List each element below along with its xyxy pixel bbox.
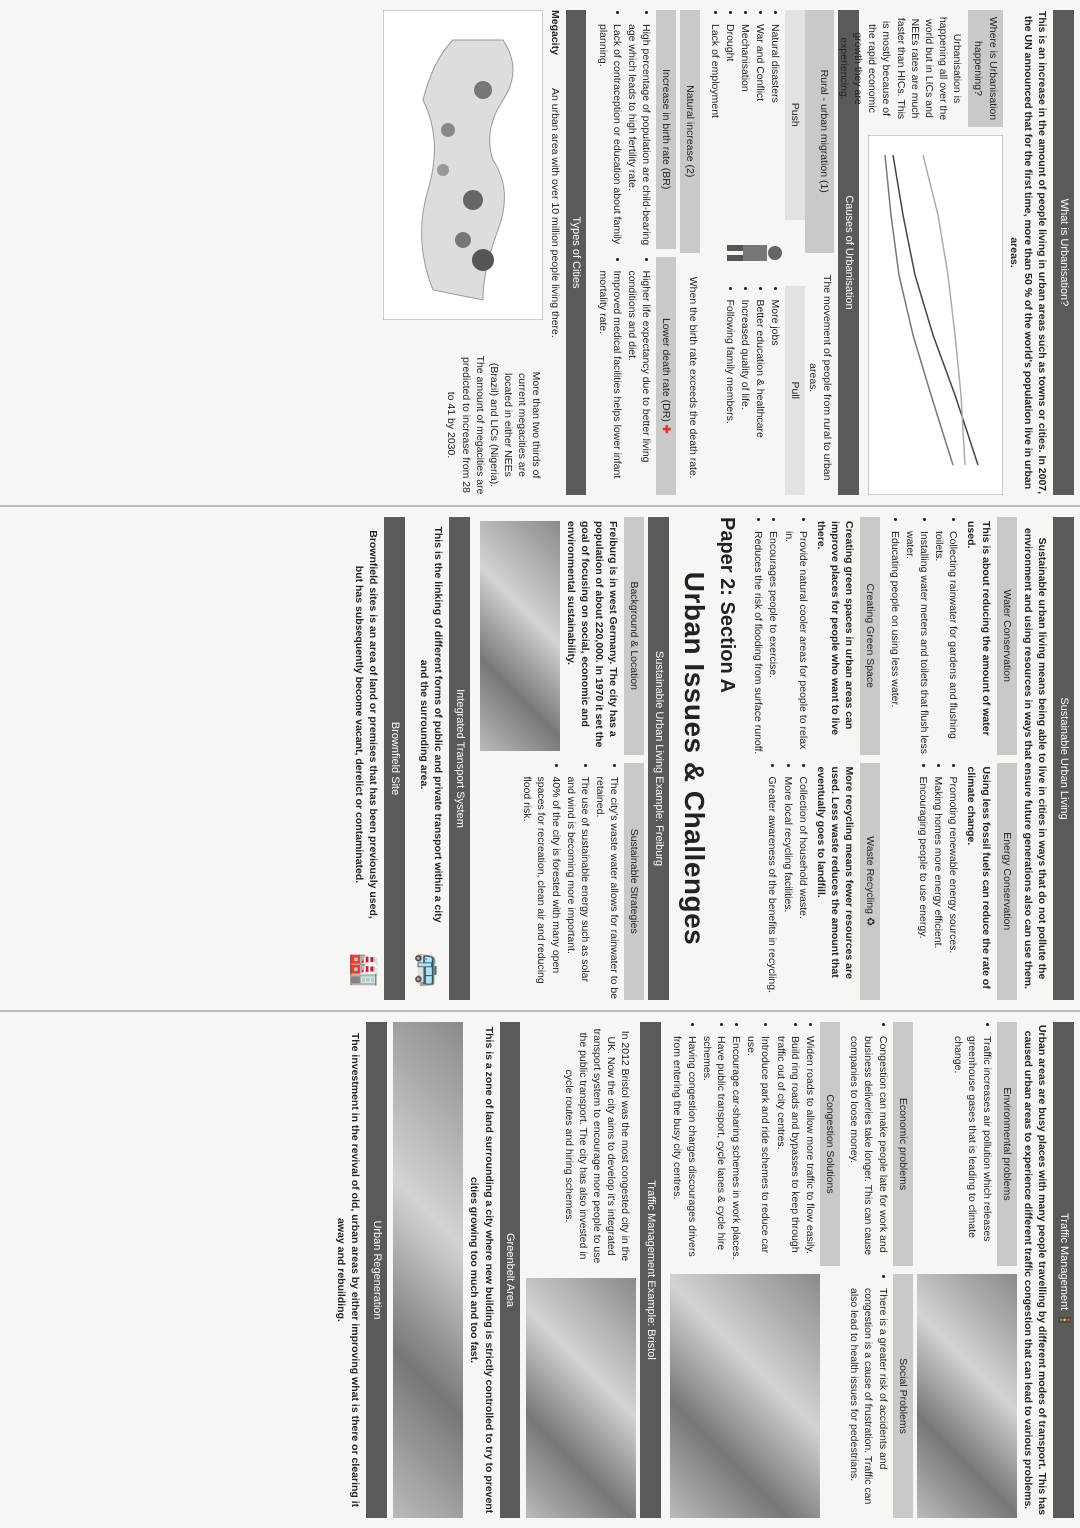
greenbelt-photo	[393, 1022, 463, 1518]
birth-rate-item: • Lack of contraception or education about family planning.	[595, 24, 623, 249]
pull-heading: Pull	[785, 286, 805, 496]
death-rate-label: Lower death rate (DR)	[660, 317, 673, 422]
water-conservation-heading: Water Conservation	[997, 517, 1017, 755]
environmental-problems-heading: Environmental problems	[997, 1022, 1017, 1266]
bike-hire-photo	[526, 1278, 636, 1518]
waste-item: • Greater awareness of the benefits in recycling.	[765, 777, 779, 1001]
causes-heading: Causes of Urbanisation	[838, 10, 859, 495]
brownfield-text: Brownfield sites is an area of land or premises that has been previously used, but has subsequently become vacant, derelict or contaminated.	[352, 530, 380, 919]
environmental-item: • Traffic increases air pollution which releases greenhouse gases that is leading to climate change.	[951, 1036, 994, 1266]
megacity-definition: An urban area with over 10 million people living there.	[548, 88, 561, 338]
waste-recycling-label: Waste Recycling	[864, 836, 877, 914]
freiburg-photo	[480, 521, 560, 751]
strategy-item: • The city's waste water allows for rainwater to be retained.	[593, 777, 621, 1001]
push-list	[707, 24, 782, 220]
megacity-map	[379, 10, 543, 347]
pull-list	[723, 300, 783, 496]
congestion-item: • Encourage car-sharing schemes in work places.	[729, 1036, 743, 1266]
urban-regeneration-heading: Urban Regeneration	[366, 1022, 387, 1518]
water-item: • Installing water meters and toilets that flush less water.	[903, 531, 931, 755]
urban-regeneration-text: The investment in the revival of old, urban areas by either improving what is there or clearing it away and rebuilding.	[335, 1032, 362, 1508]
traffic-management-heading	[1053, 1022, 1074, 1518]
green-item: • Provide natural cooler areas for people to relax in.	[781, 531, 809, 755]
waste-recycling-heading	[860, 763, 880, 1001]
brownfield-heading: Brownfield Site	[384, 517, 405, 1000]
economic-item: • Congestion can make people late for work and business deliveries take longer. This can cause companies to loose money.	[847, 1036, 890, 1266]
traffic-management-label: Traffic Management	[1058, 1213, 1070, 1311]
waste-item: • More local recycling facilities.	[780, 777, 794, 1001]
megacity-label: Megacity	[548, 10, 561, 55]
rural-urban-definition: The movement of people from rural to urban areas.	[806, 275, 833, 481]
bus-icon: 🚌	[414, 952, 446, 988]
congestion-item: • Introduce park and ride schemes to reduce car use.	[744, 1036, 772, 1266]
tram-photo	[670, 1274, 820, 1518]
recycle-icon: ♻	[864, 916, 877, 927]
what-is-urbanisation-heading: What is Urbanisation?	[1053, 10, 1074, 495]
where-heading: Where is Urbanisation happening?	[968, 10, 1002, 127]
waste-item: • Collection of household waste.	[796, 777, 810, 1001]
pull-item: • Following family members.	[723, 300, 737, 496]
push-item: • Drought	[723, 24, 737, 220]
push-heading: Push	[785, 10, 805, 220]
rural-urban-heading: Rural - urban migration (1)	[805, 10, 833, 253]
pull-item: • Better education & healthcare	[753, 300, 767, 496]
background-text: Freiburg is in west Germany. The city has a population of about 220,000. In 1970 it set the goal of focusing on social, economic and environmental sustainability.	[564, 521, 620, 748]
greenbelt-text: This is a zone of land surrounding a city where new building is strictly controlled to try to prevent cities growing too much and too fast.	[468, 1026, 495, 1514]
types-of-cities-heading: Types of Cities	[566, 10, 587, 495]
energy-item: • Encouraging people to use energy.	[916, 777, 930, 1001]
sustainable-intro: Sustainable urban living means being able to live in cities in ways that do not pollute the environment and using resources in ways that ensure future generations also can use them.	[1021, 528, 1049, 989]
social-problems-heading: Social Problems	[893, 1274, 913, 1518]
push-item: • Mechanisation	[738, 24, 752, 220]
title-block	[675, 517, 740, 1000]
congestion-solutions-heading: Congestion Solutions	[820, 1022, 840, 1266]
natural-increase-heading: Natural increase (2)	[680, 10, 700, 253]
water-item: • Collecting rainwater for gardens and flushing toilets.	[932, 531, 960, 755]
birth-rate-heading: Increase in birth rate (BR)	[656, 10, 676, 249]
energy-conservation-heading: Energy Conservation	[997, 763, 1017, 1001]
green-item: • Reduces the risk of flooding from surface runoff.	[751, 531, 765, 755]
factory-icon: 🏭	[350, 952, 382, 988]
freiburg-heading: Sustainable Urban Living Example: Freiburg	[648, 517, 669, 1000]
traffic-light-icon: 🚦	[1058, 1313, 1070, 1327]
background-heading: Background & Location	[624, 517, 644, 755]
panel-sustainable-living	[0, 505, 1080, 1010]
greenbelt-heading: Greenbelt Area	[500, 1022, 521, 1518]
energy-intro: Using less fossil fuels can reduce the rate of climate change.	[965, 766, 992, 989]
traffic-photo	[917, 1274, 1017, 1518]
bristol-text: In 2012 Bristol was the most congested city in the UK. Now the city aims to develop it's integrated transport system to encourage more people to use the public transport. The city has also invested in cycle routes and hiring schemes.	[562, 1028, 632, 1264]
social-item: • There is a greater risk of accidents and congestion is a cause of frustration. Traffic can also lead to health issues for pedestrians.	[847, 1288, 890, 1518]
death-rate-item: • Higher life expectancy due to better living conditions and diet.	[625, 271, 653, 496]
natural-increase-definition: When the birth rate exceeds the death rate.	[687, 276, 700, 479]
migrant-figure-icon	[704, 228, 805, 278]
strategy-item: • The use of sustainable energy such as solar and wind is becoming more important.	[564, 777, 592, 1001]
congestion-item: • Having congestion charges discourages drivers from entering the busy city centres.	[670, 1036, 698, 1266]
death-rate-heading	[656, 257, 676, 496]
main-title: Urban Issues & Challenges	[679, 571, 711, 946]
integrated-transport-text: This is the linking of different forms of public and private transport within a city and the surrounding area.	[417, 526, 444, 923]
panel-traffic	[0, 1010, 1080, 1528]
green-item: • Encourages people to exercise.	[766, 531, 780, 755]
congestion-item: • Have public transport, cycle lanes & cycle hire schemes.	[700, 1036, 728, 1266]
integrated-transport-heading: Integrated Transport System	[449, 517, 470, 1000]
sustainable-urban-living-heading: Sustainable Urban Living	[1053, 517, 1074, 1000]
what-intro: This is an increase in the amount of people living in urban areas such as towns or cities. In 2007, the UN announced that for the first time, more than 50 % of the world's population live in urban areas.	[1007, 10, 1049, 495]
paper-label: Paper 2: Section A	[716, 517, 739, 693]
green-intro: Creating green spaces in urban areas can improve places for people who want to live there.	[814, 521, 856, 736]
energy-item: • Promoting renewable energy sources.	[946, 777, 960, 1001]
water-intro: This is about reducing the amount of water used.	[965, 521, 992, 736]
push-item: • War and Conflict	[753, 24, 767, 220]
megacity-facts: More than two thirds of current megacities are located in either NEEs (Brazil) and LICs (Nigeria). The amount of megacities are predicted to increase from 28 to 41 by 2030.	[445, 355, 543, 495]
panel-urbanisation	[0, 0, 1080, 505]
strategy-item: • 40% of the city is forested with many open spaces for recreation, clean air and reducing flood risk.	[520, 777, 563, 1001]
pull-item: • More jobs	[768, 300, 782, 496]
bristol-heading: Traffic Management Example: Bristol	[640, 1022, 661, 1518]
congestion-item: • Widen roads to allow more traffic to flow easily.	[803, 1036, 817, 1266]
green-space-heading: Creating Green Space	[860, 517, 880, 755]
congestion-item: • Build ring roads and bypasses to keep through traffic out of city centres.	[773, 1036, 801, 1266]
push-item: • Lack of employment	[707, 24, 721, 220]
water-item: • Educating people on using less water.	[887, 531, 901, 755]
economic-problems-heading: Economic problems	[893, 1022, 913, 1266]
where-text: Urbanisation is happening all over the world but in LICs and NEEs rates are much faster than HICs. This is mostly because of the rapid economic growth they are experiencing.	[837, 16, 964, 121]
energy-item: • Making homes more energy efficient.	[931, 777, 945, 1001]
traffic-intro: Urban areas are busy places with many people travelling by different modes of transport. This has caused urban areas to experience different traffic congestion that can lead to various problems.	[1021, 1024, 1049, 1516]
medical-cross-icon: ✚	[660, 424, 673, 434]
strategies-heading: Sustainable Strategies	[624, 763, 644, 1001]
urban-growth-graph	[863, 135, 1003, 495]
death-rate-item: • Improved medical facilities helps lower infant mortality rate.	[595, 271, 623, 496]
waste-intro: More recycling means fewer resources are used. Less waste reduces the amount that eventually goes to landfill.	[814, 766, 856, 979]
push-item: • Natural disasters	[768, 24, 782, 220]
birth-rate-item: • High percentage of population are child-bearing age which leads to high fertility rate.	[625, 24, 653, 249]
pull-item: • Increased quality of life.	[738, 300, 752, 496]
